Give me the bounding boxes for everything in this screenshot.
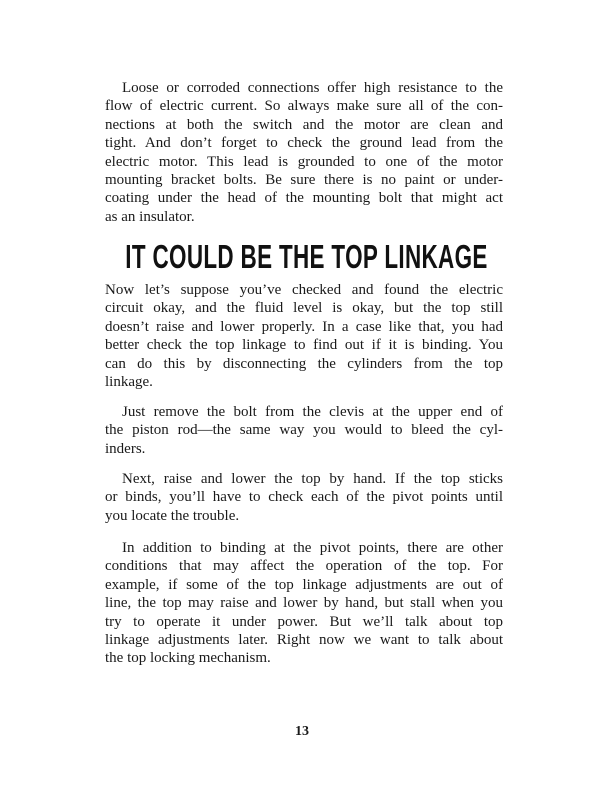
text-line: you locate the trouble. [105, 507, 240, 524]
text-line: flow of electric current. So always make sure all of the con- [105, 98, 503, 115]
paragraph-intro [105, 79, 503, 226]
text-line: can do this by disconnecting the cylinders from the top [105, 355, 503, 372]
paragraph-remove-bolt [105, 403, 503, 458]
text-line: or binds, you’ll have to check each of the pivot points until [105, 489, 503, 506]
text-line: tight. And don’t forget to check the ground lead from the [105, 135, 503, 152]
text-line: mounting bracket bolts. Be sure there is no paint or under- [105, 171, 503, 188]
text-line: Loose or corroded connections offer high resistance to the [122, 80, 503, 96]
text-line: In addition to binding at the pivot points, there are other [122, 540, 503, 556]
text-line: the top locking mechanism. [105, 650, 271, 667]
text-line: nections at both the switch and the motor are clean and [105, 116, 503, 133]
text-line: example, if some of the top linkage adjustments are out of [105, 576, 503, 593]
text-line: Next, raise and lower the top by hand. If the top sticks [122, 471, 503, 487]
paragraph-suppose [105, 281, 503, 391]
text-line: linkage adjustments later. Right now we want to talk about [105, 631, 503, 648]
text-line: Now let’s suppose you’ve checked and found the electric [105, 282, 503, 298]
section-heading-text: IT COULD BE THE TOP LINKAGE [124, 238, 488, 275]
text-line: inders. [105, 440, 146, 457]
text-line: the piston rod—the same way you would to bleed the cyl- [105, 422, 503, 439]
text-line: linkage. [105, 373, 153, 390]
text-line: better check the top linkage to find out if it is binding. You [105, 337, 503, 354]
text-line: electric motor. This lead is grounded to one of the motor [105, 153, 503, 170]
text-line: as an insulator. [105, 208, 195, 225]
text-line: coating under the head of the mounting bolt that might act [105, 190, 503, 207]
text-line: try to operate it under power. But we’ll talk about top [105, 613, 503, 630]
text-line: Just remove the bolt from the clevis at the upper end of [122, 404, 503, 420]
text-line: conditions that may affect the operation of the top. For [105, 558, 503, 575]
paragraph-other-conditions [105, 539, 503, 668]
text-line: line, the top may raise and lower by hand, but stall when you [105, 595, 503, 612]
text-line: doesn’t raise and lower properly. In a case like that, you had [105, 318, 503, 335]
paragraph-raise-lower [105, 470, 503, 525]
page-number: 13 [295, 724, 309, 739]
section-heading [0, 240, 612, 274]
text-line: circuit okay, and the fluid level is okay, but the top still [105, 300, 503, 317]
